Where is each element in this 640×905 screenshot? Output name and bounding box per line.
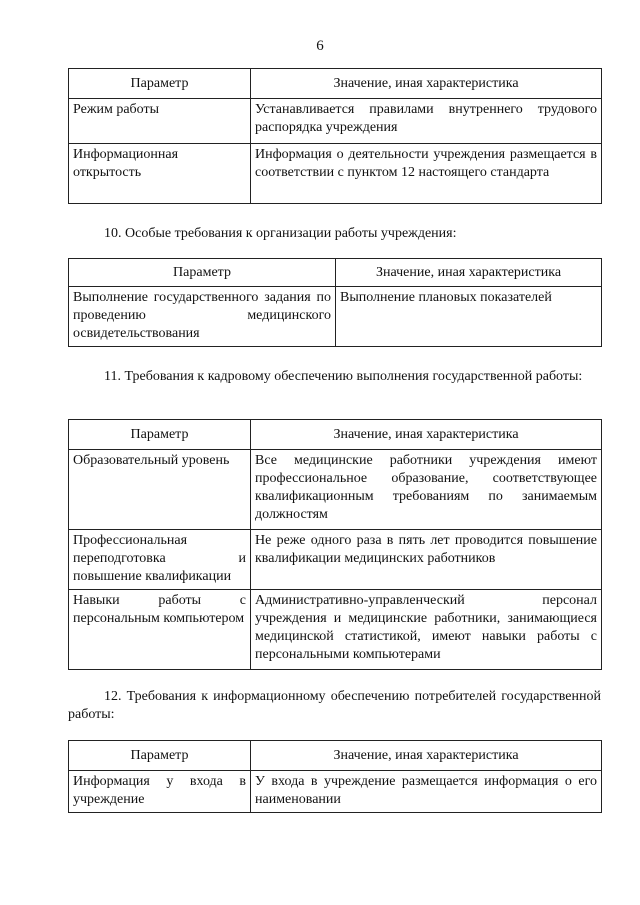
header-param: Параметр	[69, 259, 336, 287]
section-10-title: 10. Особые требования к организации работы учреждения:	[104, 226, 457, 241]
param-cell: Режим работы	[69, 99, 251, 144]
table-work-mode	[68, 68, 602, 204]
section-10-heading	[68, 225, 601, 243]
section-12-title: 12. Требования к информационному обеспечению потребителей государственной работы:	[68, 689, 601, 722]
param-cell: Информация у входа в учреждение	[69, 771, 251, 813]
param-cell: Информационная открытость	[69, 144, 251, 204]
value-cell: Информация о деятельности учреждения размещается в соответствии с пунктом 12 настоящего стандарта	[251, 144, 602, 204]
header-value: Значение, иная характеристика	[251, 741, 602, 771]
header-param: Параметр	[69, 741, 251, 771]
param-cell: Навыки работы с персональным компьютером	[69, 590, 251, 670]
value-cell: Устанавливается правилами внутреннего трудового распорядка учреждения	[251, 99, 602, 144]
header-value: Значение, иная характеристика	[251, 420, 602, 450]
value-cell: Административно-управленческий персонал учреждения и медицинские работники, занимающиеся медицинской статистикой, имеют навыки работы с персональными компьютерами	[251, 590, 602, 670]
table-row	[69, 99, 602, 144]
table-row	[69, 450, 602, 530]
table-header-row	[69, 69, 602, 99]
param-cell: Образовательный уровень	[69, 450, 251, 530]
table-row	[69, 771, 602, 813]
value-cell: У входа в учреждение размещается информация о его наименовании	[251, 771, 602, 813]
param-cell: Профессиональная переподготовка и повышение квалификации	[69, 530, 251, 590]
table-information	[68, 740, 602, 813]
table-header-row	[69, 259, 602, 287]
table-row	[69, 590, 602, 670]
table-row	[69, 530, 602, 590]
header-param: Параметр	[69, 420, 251, 450]
value-cell: Не реже одного раза в пять лет проводится повышение квалификации медицинских работников	[251, 530, 602, 590]
table-row	[69, 287, 602, 347]
section-11-heading	[68, 368, 601, 386]
value-cell: Выполнение плановых показателей	[336, 287, 602, 347]
table-staffing	[68, 419, 602, 670]
table-header-row	[69, 741, 602, 771]
table-row	[69, 144, 602, 204]
page-number: 6	[316, 38, 324, 54]
table-special-requirements	[68, 258, 602, 347]
header-value: Значение, иная характеристика	[336, 259, 602, 287]
header-value: Значение, иная характеристика	[251, 69, 602, 99]
section-12-heading	[68, 688, 601, 724]
value-cell: Все медицинские работники учреждения имеют профессиональное образование, соответствующее квалификационным требованиям по занимаемым должностям	[251, 450, 602, 530]
table-header-row	[69, 420, 602, 450]
section-11-title: 11. Требования к кадровому обеспечению выполнения государственной работы:	[104, 369, 583, 384]
param-cell: Выполнение государственного задания по проведению медицинского освидетельствования	[69, 287, 336, 347]
header-param: Параметр	[69, 69, 251, 99]
